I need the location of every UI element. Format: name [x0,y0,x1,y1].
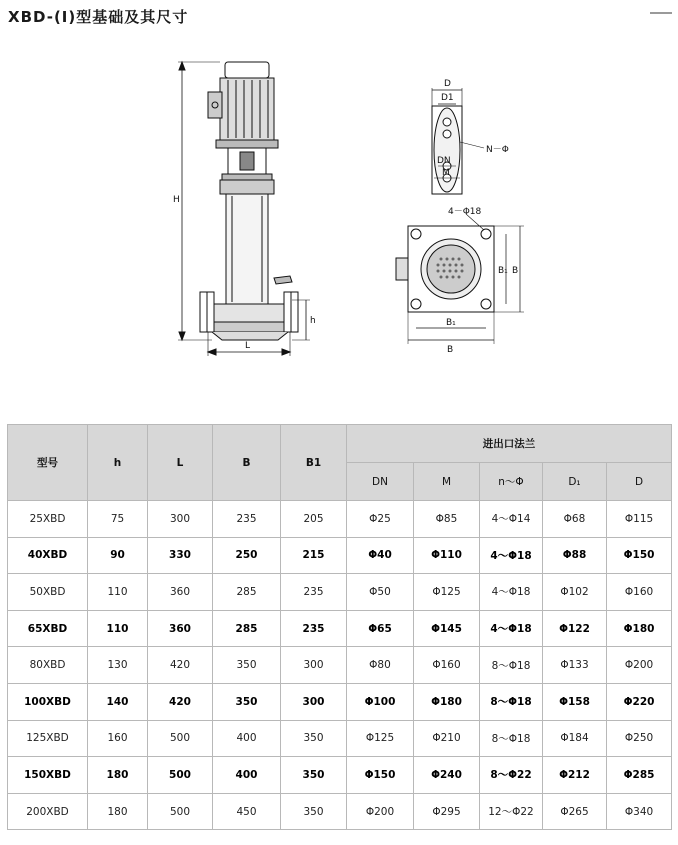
cell-M: Φ85 [414,501,480,538]
label-M: M [442,168,450,178]
label-L: L [245,341,251,351]
cell-n-phi: 8～Φ18 [480,683,543,720]
header-L: L [148,425,213,501]
cell-h: 180 [88,793,148,830]
cell-D: Φ250 [607,720,672,757]
cell-B1: 235 [281,610,347,647]
cell-model: 100XBD [8,683,88,720]
cell-n-phi: 4～Φ14 [480,501,543,538]
cell-B: 450 [213,793,281,830]
header-DN: DN [347,463,414,501]
table-row [8,647,672,684]
cell-n-phi: 4～Φ18 [480,537,543,574]
cell-n-phi: 8～Φ22 [480,757,543,794]
cell-L: 330 [148,537,213,574]
header-B1: B1 [281,425,347,501]
header-B: B [213,425,281,501]
cell-B1: 205 [281,501,347,538]
corner-mark [650,12,672,14]
cell-M: Φ210 [414,720,480,757]
cell-n-phi: 4～Φ18 [480,610,543,647]
cell-DN: Φ100 [347,683,414,720]
cell-model: 50XBD [8,574,88,611]
cell-L: 360 [148,610,213,647]
cell-DN: Φ80 [347,647,414,684]
dimension-table [7,424,672,830]
header-n-phi: n～Φ [480,463,543,501]
label-B1-bottom: B₁ [446,318,456,328]
cell-model: 125XBD [8,720,88,757]
cell-model: 65XBD [8,610,88,647]
dimension-table-container [7,424,671,830]
table-row [8,720,672,757]
cell-M: Φ180 [414,683,480,720]
cell-h: 130 [88,647,148,684]
cell-h: 140 [88,683,148,720]
cell-M: Φ160 [414,647,480,684]
label-B1-side: B₁ [498,266,508,276]
cell-h: 110 [88,574,148,611]
cell-D: Φ285 [607,757,672,794]
cell-h: 160 [88,720,148,757]
cell-B: 350 [213,647,281,684]
cell-B: 250 [213,537,281,574]
cell-DN: Φ125 [347,720,414,757]
cell-h: 110 [88,610,148,647]
cell-D: Φ340 [607,793,672,830]
cell-D1: Φ88 [543,537,607,574]
label-holes: 4－Φ18 [448,207,482,217]
cell-B: 235 [213,501,281,538]
pump-side-view [178,62,310,356]
cell-M: Φ295 [414,793,480,830]
cell-h: 180 [88,757,148,794]
cell-model: 150XBD [8,757,88,794]
cell-model: 80XBD [8,647,88,684]
cell-D: Φ150 [607,537,672,574]
flange-view [432,88,484,194]
label-D1: D1 [441,93,454,103]
cell-M: Φ240 [414,757,480,794]
cell-DN: Φ200 [347,793,414,830]
cell-n-phi: 8～Φ18 [480,647,543,684]
cell-n-phi: 8～Φ18 [480,720,543,757]
cell-DN: Φ50 [347,574,414,611]
table-row [8,610,672,647]
header-h: h [88,425,148,501]
cell-D: Φ200 [607,647,672,684]
cell-D1: Φ265 [543,793,607,830]
cell-n-phi: 4～Φ18 [480,574,543,611]
cell-h: 75 [88,501,148,538]
cell-B1: 350 [281,720,347,757]
label-DN: DN [437,156,451,166]
cell-DN: Φ40 [347,537,414,574]
table-body [8,501,672,830]
table-row [8,757,672,794]
cell-L: 420 [148,647,213,684]
table-row [8,501,672,538]
header-model: 型号 [8,425,88,501]
cell-D1: Φ158 [543,683,607,720]
cell-M: Φ110 [414,537,480,574]
cell-M: Φ125 [414,574,480,611]
cell-L: 500 [148,757,213,794]
cell-D1: Φ122 [543,610,607,647]
cell-L: 420 [148,683,213,720]
cell-L: 500 [148,793,213,830]
cell-D: Φ180 [607,610,672,647]
header-M: M [414,463,480,501]
label-D: D [444,79,451,89]
cell-D1: Φ133 [543,647,607,684]
cell-D: Φ115 [607,501,672,538]
cell-D1: Φ102 [543,574,607,611]
header-D: D [607,463,672,501]
base-plan-view [396,214,524,344]
cell-model: 200XBD [8,793,88,830]
cell-D: Φ220 [607,683,672,720]
cell-n-phi: 12～Φ22 [480,793,543,830]
page-title: XBD-(I)型基础及其尺寸 [8,8,189,26]
cell-DN: Φ25 [347,501,414,538]
cell-B: 350 [213,683,281,720]
header-flange-group: 进出口法兰 [347,425,672,463]
cell-B1: 215 [281,537,347,574]
cell-D1: Φ68 [543,501,607,538]
cell-B1: 235 [281,574,347,611]
label-B-bottom: B [447,345,454,355]
label-H: H [173,195,180,205]
table-row [8,574,672,611]
header-D1: D₁ [543,463,607,501]
cell-L: 500 [148,720,213,757]
cell-B1: 350 [281,793,347,830]
cell-D1: Φ184 [543,720,607,757]
cell-D: Φ160 [607,574,672,611]
cell-B: 400 [213,720,281,757]
cell-B1: 300 [281,647,347,684]
cell-L: 300 [148,501,213,538]
table-row [8,683,672,720]
cell-B: 285 [213,574,281,611]
table-row [8,793,672,830]
pump-dimension-drawing [0,30,678,390]
cell-L: 360 [148,574,213,611]
label-B-side: B [512,266,519,276]
cell-DN: Φ150 [347,757,414,794]
cell-model: 40XBD [8,537,88,574]
cell-h: 90 [88,537,148,574]
cell-DN: Φ65 [347,610,414,647]
label-h: h [310,316,316,326]
cell-M: Φ145 [414,610,480,647]
cell-B: 285 [213,610,281,647]
cell-D1: Φ212 [543,757,607,794]
label-N-phi: N－Φ [486,145,509,155]
cell-B: 400 [213,757,281,794]
cell-B1: 350 [281,757,347,794]
cell-model: 25XBD [8,501,88,538]
table-row [8,537,672,574]
cell-B1: 300 [281,683,347,720]
